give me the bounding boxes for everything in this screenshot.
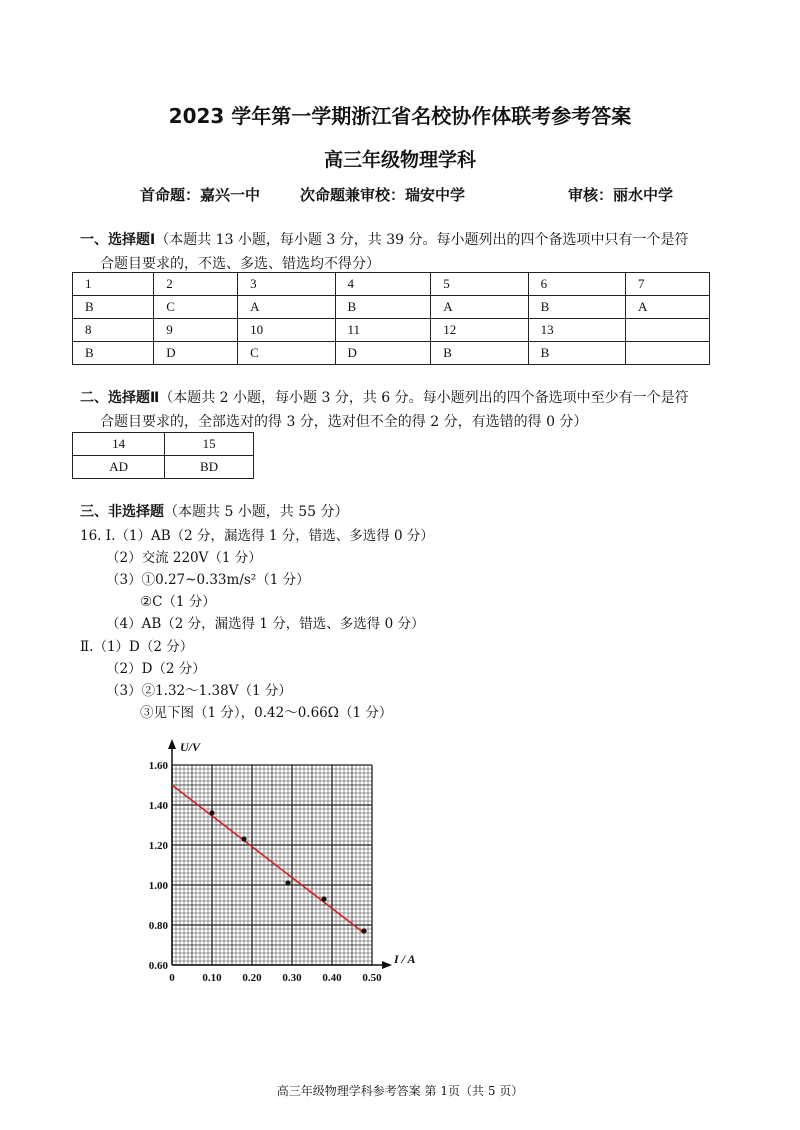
answer-16-2-2: （2）D（2 分）: [106, 661, 206, 677]
section1-table-cell: 4: [335, 273, 431, 296]
section2-table-cell: BD: [165, 456, 254, 479]
y-axis-label: U/V: [180, 740, 201, 754]
answer-16-1-3b: ②C（1 分）: [140, 594, 216, 610]
section1-table-cell: B: [73, 296, 154, 319]
section1-table-cell: 9: [154, 319, 238, 342]
section3-heading: [80, 500, 349, 524]
section1-table-cell: B: [335, 296, 431, 319]
section2-label: 二、选择题Ⅱ: [80, 390, 160, 406]
data-point: [209, 810, 214, 815]
answer-16-2-1: Ⅱ.（1）D（2 分）: [80, 639, 194, 655]
page-title: 2023 学年第一学期浙江省名校协作体联考参考答案: [168, 104, 632, 128]
section1-table-cell: 2: [154, 273, 238, 296]
section1-table-cell: A: [626, 296, 710, 319]
section1-table-row: [73, 273, 710, 296]
section2-table-row: [73, 456, 254, 479]
data-point: [241, 836, 246, 841]
section1-label: 一、选择题Ⅰ: [80, 232, 156, 248]
y-tick-label: 1.60: [148, 760, 168, 772]
section1-table-cell: A: [238, 296, 335, 319]
section1-table-cell: 11: [335, 319, 431, 342]
section2-heading: [80, 386, 740, 434]
section2-desc-2: 合题目要求的，全部选对的得 3 分，选对但不全的得 2 分，有选错的得 0 分）: [100, 414, 588, 430]
section1-table-cell: [626, 319, 710, 342]
answer-16-1-2: （2）交流 220V（1 分）: [106, 550, 262, 566]
section1-table-cell: C: [238, 342, 335, 365]
x-axis-label: I / A: [394, 952, 416, 966]
y-axis-arrow: [168, 739, 176, 749]
section2-table-cell: 15: [165, 433, 254, 456]
x-tick-label: 0: [169, 972, 175, 984]
data-point: [361, 928, 366, 933]
section1-table-cell: B: [528, 342, 625, 365]
x-tick-label: 0.20: [242, 972, 262, 984]
section1-heading: [80, 228, 740, 276]
section1-table-row: [73, 342, 710, 365]
section1-table-cell: B: [528, 296, 625, 319]
data-point: [285, 880, 290, 885]
y-tick-label: 0.80: [148, 920, 168, 932]
section1-table-cell: C: [154, 296, 238, 319]
section1-desc-2: 合题目要求的，不选、多选、错选均不得分）: [100, 256, 380, 272]
section1-table-row: [73, 296, 710, 319]
section2-table-cell: 14: [73, 433, 165, 456]
page-subtitle: 高三年级物理学科: [323, 149, 476, 171]
section1-table-cell: B: [73, 342, 154, 365]
y-tick-label: 0.60: [148, 960, 168, 972]
ui-graph: [120, 735, 420, 985]
section1-table-cell: 5: [431, 273, 528, 296]
y-tick-label: 1.00: [148, 880, 168, 892]
section1-table-cell: 13: [528, 319, 625, 342]
section1-table-row: [73, 319, 710, 342]
section1-table-cell: 1: [73, 273, 154, 296]
x-tick-label: 0.50: [362, 972, 382, 984]
section1-table-cell: A: [431, 296, 528, 319]
section1-desc-1: （本题共 13 小题，每小题 3 分，共 39 分。每小题列出的四个备选项中只有一个是符: [155, 232, 689, 248]
page-footer: 高三年级物理学科参考答案 第 1页（共 5 页）: [276, 1084, 524, 1098]
section1-table-cell: D: [154, 342, 238, 365]
credit-review: 审核：丽水中学: [568, 186, 674, 204]
section1-table-cell: [626, 342, 710, 365]
section3-note: （本题共 5 小题，共 55 分）: [164, 504, 349, 520]
answer-16-1-1: 16. Ⅰ.（1）AB（2 分，漏选得 1 分，错选、多选得 0 分）: [80, 528, 434, 544]
credit-first: 首命题：嘉兴一中: [140, 186, 261, 204]
section1-table-cell: D: [335, 342, 431, 365]
section3-label: 三、非选择题: [80, 504, 164, 520]
answer-16-1-3a: （3）①0.27~0.33m/s²（1 分）: [106, 572, 310, 588]
x-tick-label: 0.40: [322, 972, 342, 984]
data-point: [321, 896, 326, 901]
section1-table-cell: 7: [626, 273, 710, 296]
answer-16-2-3b: ③见下图（1 分），0.42～0.66Ω（1 分）: [140, 705, 393, 721]
section1-table-cell: 6: [528, 273, 625, 296]
section2-table-row: [73, 433, 254, 456]
section1-table-cell: 8: [73, 319, 154, 342]
section1-table-cell: 3: [238, 273, 335, 296]
y-tick-label: 1.20: [148, 840, 168, 852]
x-tick-label: 0.30: [282, 972, 302, 984]
section2-desc-1: （本题共 2 小题，每小题 3 分，共 6 分。每小题列出的四个备选项中至少有一个是符: [159, 390, 689, 406]
section1-table-cell: 12: [431, 319, 528, 342]
x-axis-arrow: [382, 961, 392, 969]
section1-answer-table: [72, 272, 710, 365]
credit-second: 次命题兼审校：瑞安中学: [300, 186, 466, 204]
answer-16-2-3a: （3）②1.32～1.38V（1 分）: [106, 683, 292, 699]
y-tick-label: 1.40: [148, 800, 168, 812]
section2-table-cell: AD: [73, 456, 165, 479]
section1-table-cell: B: [431, 342, 528, 365]
answer-16-1-4: （4）AB（2 分，漏选得 1 分，错选、多选得 0 分）: [106, 616, 425, 632]
section2-answer-table: [72, 432, 254, 479]
x-tick-label: 0.10: [202, 972, 222, 984]
section1-table-cell: 10: [238, 319, 335, 342]
